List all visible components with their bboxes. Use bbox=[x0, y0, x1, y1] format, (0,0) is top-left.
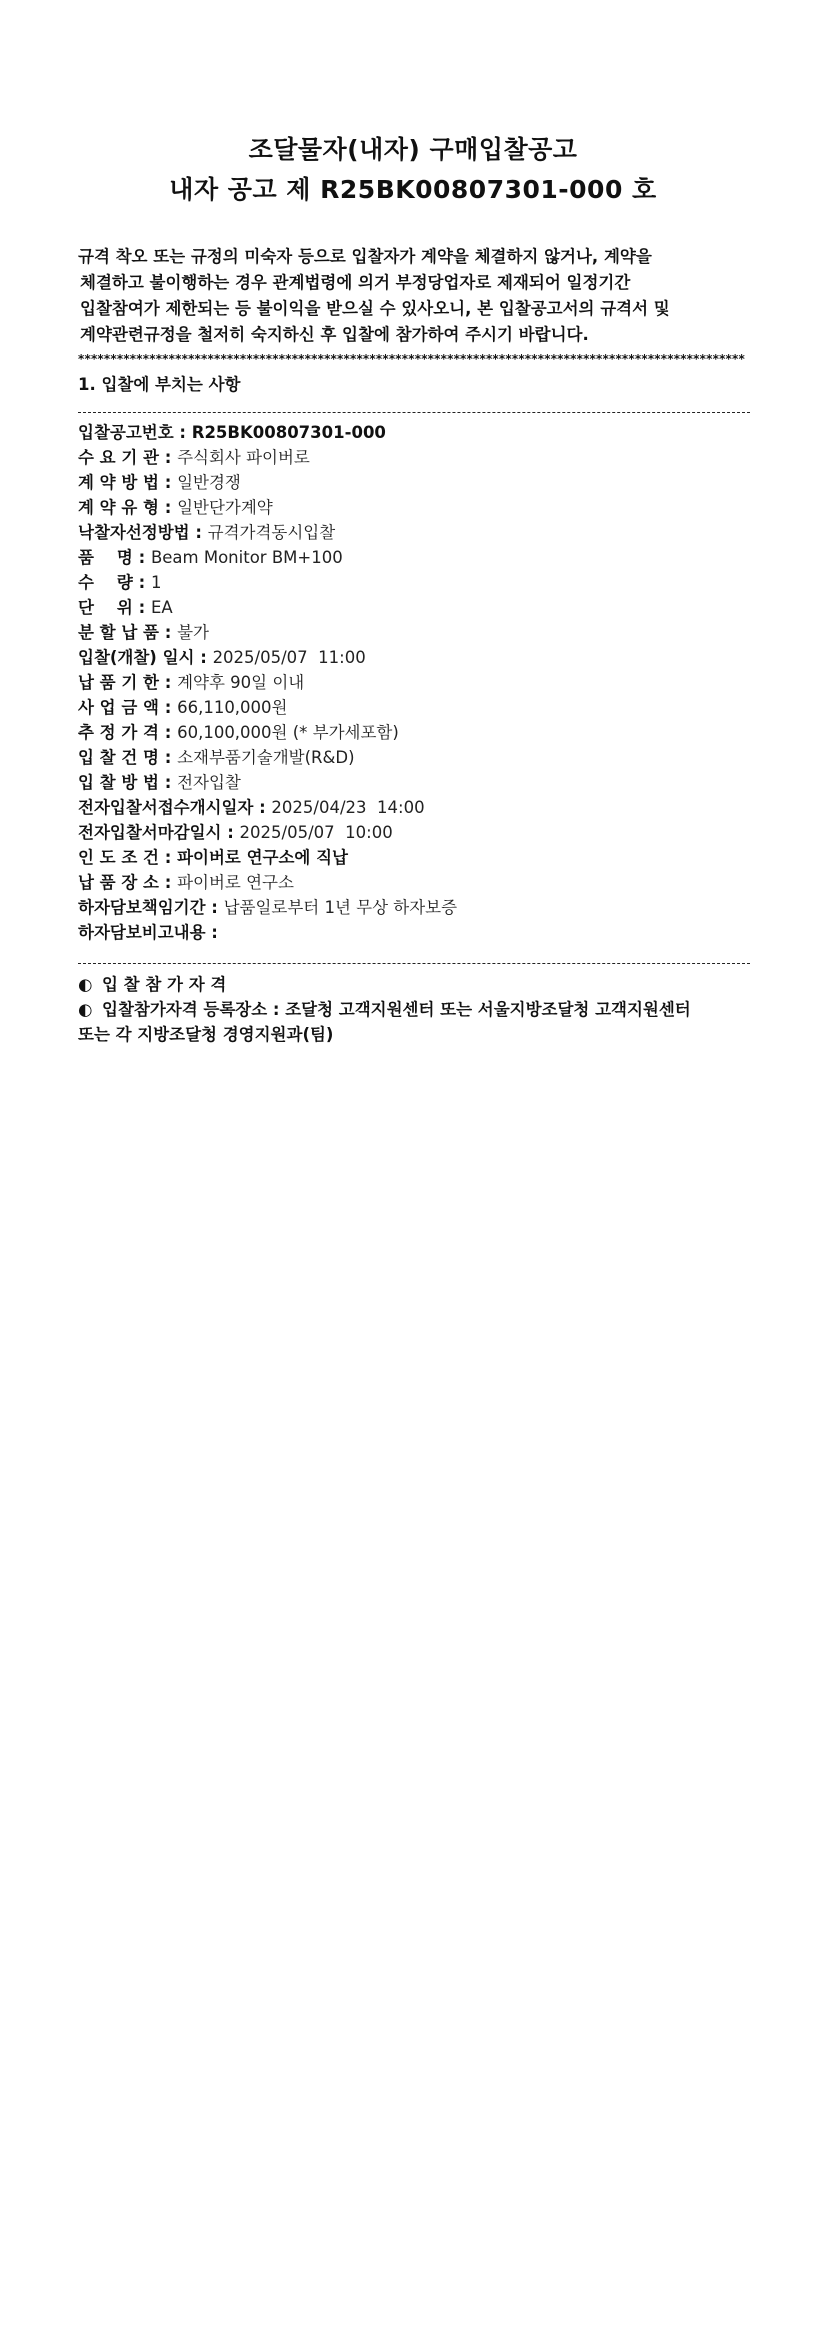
detail-label: 낙찰자선정방법 : bbox=[78, 523, 208, 542]
detail-value: 2025/05/07 10:00 bbox=[239, 823, 393, 842]
detail-value: 2025/04/23 14:00 bbox=[271, 798, 425, 817]
dashed-divider bbox=[78, 963, 750, 964]
detail-row bbox=[78, 920, 758, 945]
detail-row bbox=[78, 820, 758, 845]
detail-label: 단 위 : bbox=[78, 598, 151, 617]
detail-row bbox=[78, 670, 758, 695]
detail-value: 납품일로부터 1년 무상 하자보증 bbox=[223, 898, 458, 917]
half-circle-bullet-icon: ◐ bbox=[78, 975, 93, 994]
detail-label: 납 품 기 한 : bbox=[78, 673, 178, 692]
warning-line: 체결하고 불이행하는 경우 관계법령에 의거 부정당업자로 제재되어 일정기간 bbox=[80, 273, 631, 292]
detail-value: 주식회사 파이버로 bbox=[177, 448, 310, 467]
detail-label: 하자담보책임기간 : bbox=[78, 898, 224, 917]
notice-title: 조달물자(내자) 구매입찰공고 bbox=[248, 135, 578, 164]
warning-paragraph bbox=[78, 244, 758, 348]
qualification-item bbox=[78, 972, 758, 997]
detail-row bbox=[78, 695, 758, 720]
warning-line: 입찰참여가 제한되는 등 불이익을 받으실 수 있사오니, 본 입찰공고서의 규격서 및 bbox=[80, 299, 670, 318]
detail-row bbox=[78, 770, 758, 795]
registration-place-text: 입찰참가자격 등록장소 : 조달청 고객지원센터 또는 서울지방조달청 고객지원센터 bbox=[102, 1000, 691, 1019]
detail-row bbox=[78, 420, 758, 445]
warning-line: 규격 착오 또는 규정의 미숙자 등으로 입찰자가 계약을 체결하지 않거나, 계약을 bbox=[78, 247, 652, 266]
detail-label: 수 량 : bbox=[78, 573, 151, 592]
detail-label: 입 찰 건 명 : bbox=[78, 748, 178, 767]
dashed-divider bbox=[78, 412, 750, 413]
detail-row bbox=[78, 545, 758, 570]
detail-label: 사 업 금 액 : bbox=[78, 698, 178, 717]
detail-value: 규격가격동시입찰 bbox=[207, 523, 336, 542]
asterisk-divider: ******************************************************************************************************* bbox=[78, 352, 745, 366]
detail-row bbox=[78, 645, 758, 670]
detail-label: 입찰공고번호 : bbox=[78, 423, 192, 442]
detail-value: 전자입찰 bbox=[177, 773, 241, 792]
detail-label: 전자입찰서마감일시 : bbox=[78, 823, 240, 842]
detail-value: 1 bbox=[150, 573, 162, 592]
detail-value: 2025/05/07 11:00 bbox=[212, 648, 366, 667]
warning-line: 계약관련규정을 철저히 숙지하신 후 입찰에 참가하여 주시기 바랍니다. bbox=[80, 325, 589, 344]
bid-details-list bbox=[78, 420, 758, 945]
detail-row bbox=[78, 745, 758, 770]
detail-label: 계 약 유 형 : bbox=[78, 498, 178, 517]
detail-row bbox=[78, 895, 758, 920]
detail-value: 파이버로 연구소에 직납 bbox=[177, 848, 348, 867]
detail-row bbox=[78, 845, 758, 870]
detail-value: 일반단가계약 bbox=[177, 498, 273, 517]
detail-label: 추 정 가 격 : bbox=[78, 723, 178, 742]
detail-row bbox=[78, 795, 758, 820]
detail-label: 수 요 기 관 : bbox=[78, 448, 178, 467]
detail-value: 계약후 90일 이내 bbox=[177, 673, 305, 692]
section-heading: 1. 입찰에 부치는 사항 bbox=[78, 375, 241, 394]
qualifications-section bbox=[78, 972, 758, 1047]
detail-value: 66,110,000원 bbox=[177, 698, 288, 717]
detail-row bbox=[78, 870, 758, 895]
detail-row bbox=[78, 445, 758, 470]
half-circle-bullet-icon: ◐ bbox=[78, 1000, 93, 1019]
detail-row bbox=[78, 620, 758, 645]
detail-value: 소재부품기술개발(R&D) bbox=[177, 748, 355, 767]
detail-value: 일반경쟁 bbox=[177, 473, 241, 492]
detail-value: 60,100,000원 (* 부가세포함) bbox=[177, 723, 399, 742]
qualification-item bbox=[78, 997, 758, 1022]
detail-row bbox=[78, 495, 758, 520]
detail-label: 품 명 : bbox=[78, 548, 151, 567]
qualification-heading: 입 찰 참 가 자 격 bbox=[102, 975, 227, 994]
registration-place-continuation: 또는 각 지방조달청 경영지원과(팀) bbox=[78, 1025, 334, 1044]
detail-label: 입찰(개찰) 일시 : bbox=[78, 648, 213, 667]
detail-label: 전자입찰서접수개시일자 : bbox=[78, 798, 272, 817]
detail-label: 납 품 장 소 : bbox=[78, 873, 178, 892]
detail-value: Beam Monitor BM+100 bbox=[150, 548, 343, 567]
detail-row bbox=[78, 470, 758, 495]
detail-value: 파이버로 연구소 bbox=[177, 873, 294, 892]
detail-value: EA bbox=[150, 598, 173, 617]
detail-value: 불가 bbox=[177, 623, 209, 642]
detail-row bbox=[78, 595, 758, 620]
notice-number-title: 내자 공고 제 R25BK00807301-000 호 bbox=[169, 175, 657, 204]
detail-row bbox=[78, 720, 758, 745]
detail-row bbox=[78, 520, 758, 545]
detail-label: 하자담보비고내용 : bbox=[78, 923, 224, 942]
detail-label: 입 찰 방 법 : bbox=[78, 773, 178, 792]
detail-label: 계 약 방 법 : bbox=[78, 473, 178, 492]
detail-row bbox=[78, 570, 758, 595]
detail-value: R25BK00807301-000 bbox=[191, 423, 386, 442]
detail-label: 분 할 납 품 : bbox=[78, 623, 178, 642]
detail-label: 인 도 조 건 : bbox=[78, 848, 178, 867]
